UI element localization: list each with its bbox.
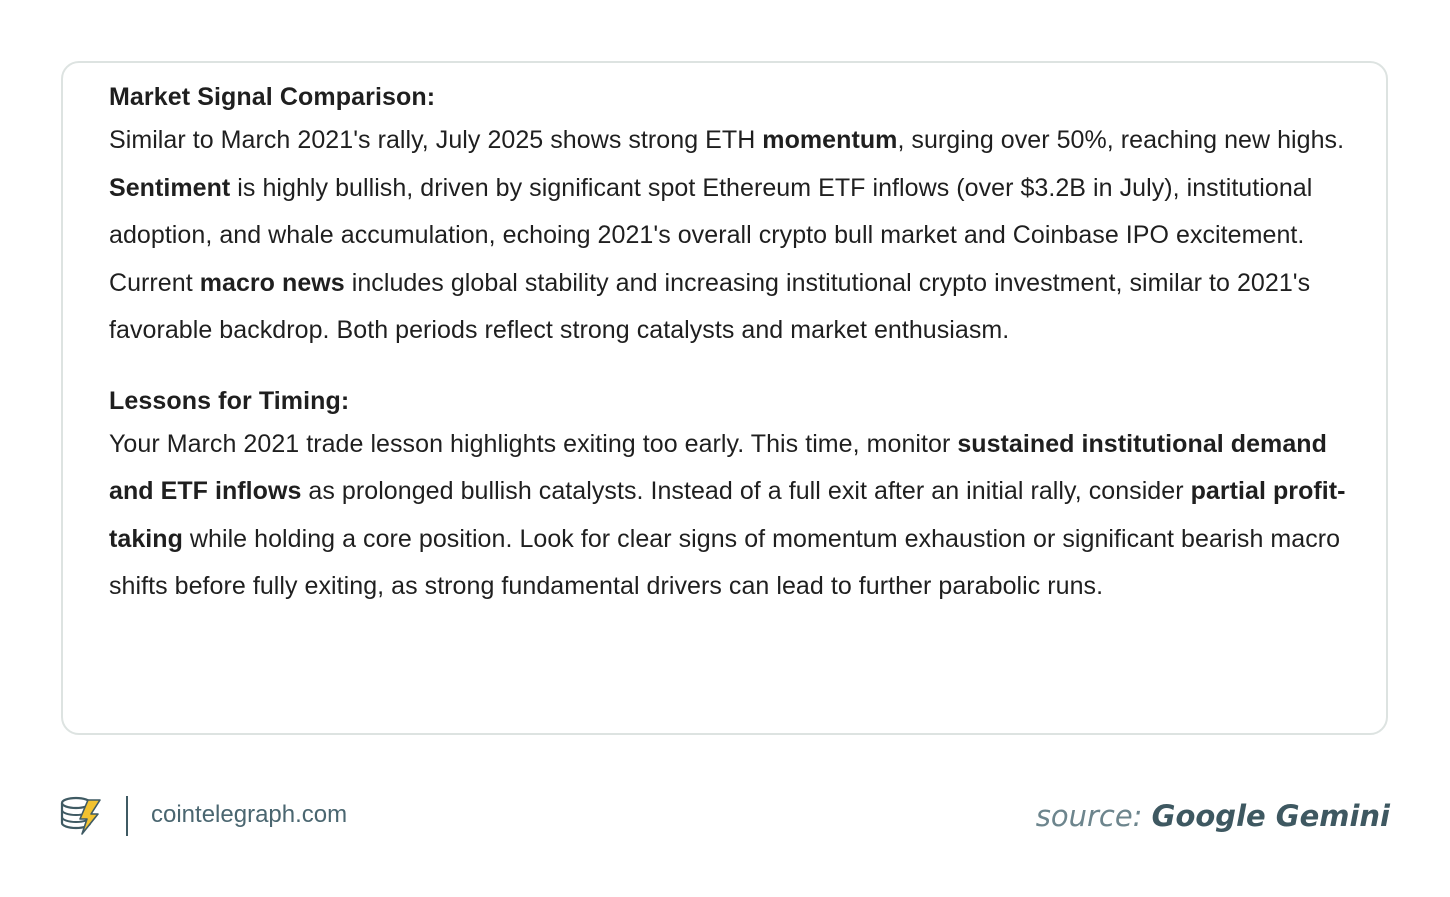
- response-card: [61, 61, 1388, 735]
- body-text: as prolonged bullish catalysts. Instead of a full exit after an initial rally, consider: [301, 477, 1191, 505]
- body-text: includes global stability and increasing institutional crypto investment, similar to 2021's favorable backdrop. Both periods reflect strong catalysts and market enthusiasm.: [109, 268, 1311, 344]
- body-text: is highly bullish, driven by significant spot Ethereum ETF inflows (over $3.2B in July), institutional adoption, and whale accumulation, echoing 2021's overall crypto bull market and Coinbase IPO excitement. Current: [109, 173, 1313, 297]
- section-paragraph: [109, 421, 1346, 611]
- body-text: while holding a core position. Look for clear signs of momentum exhaustion or significant bearish macro shifts before fully exiting, as strong fundamental drivers can lead to further parabolic runs.: [109, 524, 1341, 600]
- section-heading: Lessons for Timing:: [109, 386, 350, 415]
- lessons-timing-section: [109, 383, 1346, 611]
- site-link[interactable]: cointelegraph.com: [151, 801, 348, 828]
- emphasis-text: Sentiment: [109, 173, 231, 202]
- footer-divider: [126, 796, 128, 836]
- section-heading: Market Signal Comparison:: [109, 83, 436, 111]
- emphasis-text: momentum: [762, 126, 898, 154]
- source-name: Google Gemini: [1151, 799, 1390, 833]
- source-credit: [1036, 798, 1390, 834]
- body-text: , surging over 50%, reaching new highs.: [897, 126, 1345, 154]
- section-paragraph: [109, 117, 1346, 355]
- body-text: Similar to March 2021's rally, July 2025 shows strong ETH: [109, 126, 763, 154]
- body-text: Your March 2021 trade lesson highlights exiting too early. This time, monitor: [109, 429, 958, 458]
- emphasis-text: partial profit-taking: [109, 477, 1346, 553]
- emphasis-text: macro news: [199, 268, 345, 297]
- cointelegraph-logo-icon: [58, 794, 104, 838]
- source-label: source:: [1035, 799, 1143, 833]
- market-signal-section: [109, 79, 1346, 355]
- emphasis-text: sustained institutional demand and ETF inflows: [109, 429, 1327, 505]
